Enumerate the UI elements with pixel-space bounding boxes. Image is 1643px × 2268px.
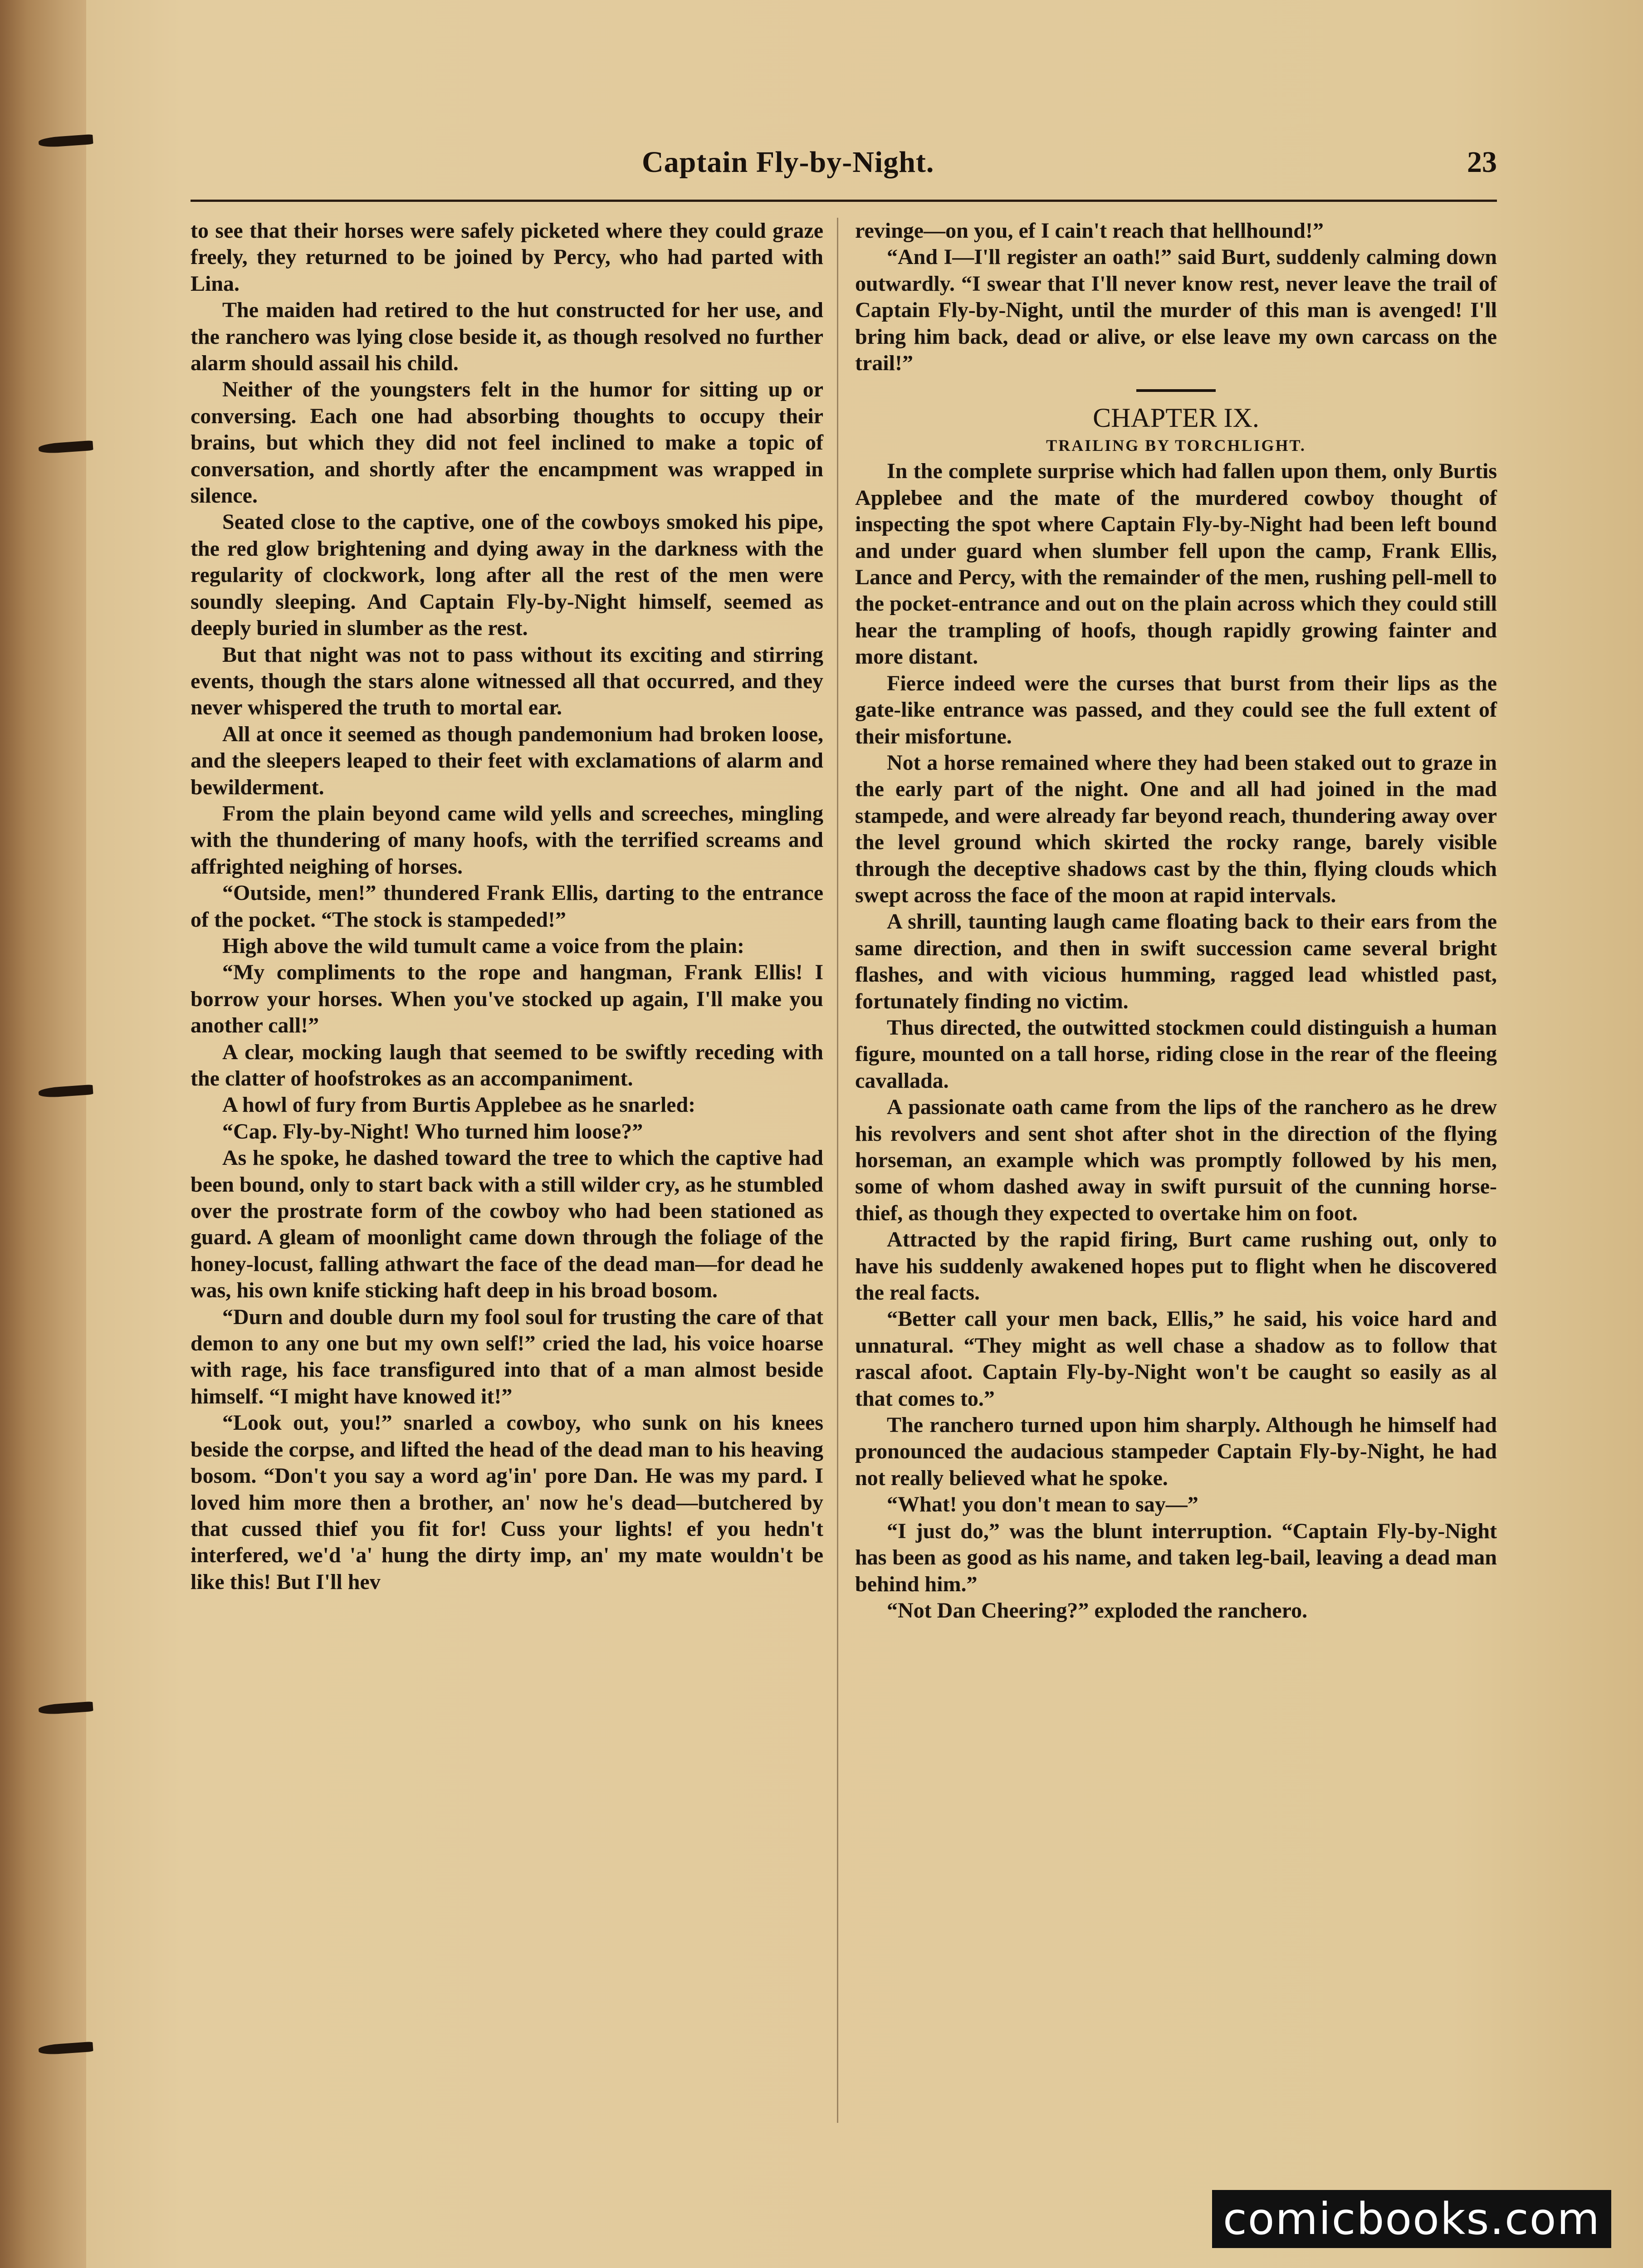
book-spine	[0, 0, 86, 2268]
paragraph: “Outside, men!” thundered Frank Ellis, darting to the entrance of the pocket. “The stock is stampeded!”	[191, 881, 823, 932]
column-divider	[837, 218, 838, 2123]
site-watermark: comicbooks.com	[1212, 2190, 1611, 2248]
paragraph: A howl of fury from Burtis Applebee as he snarled:	[222, 1093, 696, 1117]
paragraph: The maiden had retired to the hut constructed for her use, and the ranchero was lying close beside it, as though resolved no further alarm should assail his child.	[191, 298, 823, 376]
right-column	[855, 218, 1497, 1624]
page-header	[191, 145, 1497, 200]
paragraph: “Better call your men back, Ellis,” he said, his voice hard and unnatural. “They might as well chase a shadow as to follow that rascal afoot. Captain Fly-by-Night won't be caught so easily as al that comes to.”	[855, 1307, 1497, 1411]
running-title: Captain Fly-by-Night.	[642, 146, 934, 179]
header-rule	[191, 200, 1497, 202]
paragraph: High above the wild tumult came a voice from the plain:	[222, 934, 745, 958]
chapter-heading: CHAPTER IX.	[1093, 403, 1259, 433]
left-column	[191, 218, 823, 1595]
paragraph: Seated close to the captive, one of the cowboys smoked his pipe, the red glow brightening and dying away in the darkness with the regularity of clockwork, long after all the rest of the men were soundly sleeping. And Captain Fly-by-Night himself, seemed as deeply buried in slumber as the rest.	[191, 510, 823, 640]
paragraph: Neither of the youngsters felt in the humor for sitting up or conversing. Each one had absorbing thoughts to occupy their brains, but which they did not feel inclined to make a topic of conversation, and shortly after the encampment was wrapped in silence.	[191, 377, 823, 508]
paragraph: Thus directed, the outwitted stockmen could distinguish a human figure, mounted on a tall horse, riding close in the rear of the fleeing cavallada.	[855, 1015, 1497, 1093]
chapter-subtitle: TRAILING BY TORCHLIGHT.	[1046, 436, 1306, 455]
right-column-body	[855, 458, 1497, 1624]
paragraph: Not a horse remained where they had been staked out to graze in the early part of the night. One and all had joined in the mad stampede, and were already far beyond reach, thundering away over the level ground which skirted the rocky range, barely visible through the deceptive shadows cast by the thin, flying clouds which swept across the face of the moon at rapid intervals.	[855, 750, 1497, 907]
paragraph: In the complete surprise which had fallen upon them, only Burtis Applebee and the mate of the murdered cowboy thought of inspecting the spot where Captain Fly-by-Night had been left bound and under guard when slumber fell upon the camp, Frank Ellis, Lance and Percy, with the remainder of the men, rushing pell-mell to the pocket-entrance and out on the plain across which they could still hear the trampling of hoofs, though rapidly growing fainter and more distant.	[855, 459, 1497, 669]
right-column-top	[855, 218, 1497, 376]
paragraph: A passionate oath came from the lips of the ranchero as he drew his revolvers and sent shot after shot in the direction of the flying horseman, an example which was promptly followed by his men, some of whom dashed away in swift pursuit of the cunning horse-thief, as though they expected to overtake him on foot.	[855, 1095, 1497, 1225]
paragraph: A shrill, taunting laugh came floating back to their ears from the same direction, and then in swift succession came several bright flashes, and with vicious humming, ragged lead whistled past, fortunately finding no victim.	[855, 909, 1497, 1013]
paragraph: “Look out, you!” snarled a cowboy, who sunk on his knees beside the corpse, and lifted the head of the dead man to his heaving bosom. “Don't you say a word ag'in' pore Dan. He was my pard. I loved him more then a brother, an' now he's dead—butchered by that cussed thief you fit for! Cuss your lights! ef you hedn't interfered, we'd 'a' hung the dirty imp, an' my mate wouldn't be like this! But I'll hev	[191, 1411, 823, 1594]
paragraph: Fierce indeed were the curses that burst from their lips as the gate-like entrance was passed, and they could see the full extent of their misfortune.	[855, 671, 1497, 748]
page-number: 23	[1467, 146, 1497, 179]
paragraph: revinge—on you, ef I cain't reach that hellhound!”	[855, 219, 1324, 243]
paragraph: “Not Dan Cheering?” exploded the ranchero.	[887, 1598, 1308, 1623]
section-rule	[1136, 389, 1216, 392]
paragraph: All at once it seemed as though pandemonium had broken loose, and the sleepers leaped to their feet with exclamations of alarm and bewilderment.	[191, 722, 823, 799]
paragraph: From the plain beyond came wild yells and screeches, mingling with the thundering of many hoofs, with the terrified screams and affrighted neighing of horses.	[191, 801, 823, 879]
paragraph: “What! you don't mean to say—”	[887, 1492, 1198, 1517]
paragraph: But that night was not to pass without its exciting and stirring events, though the stars alone witnessed all that occurred, and they never whispered the truth to mortal ear.	[191, 642, 823, 720]
paragraph: Attracted by the rapid firing, Burt came rushing out, only to have his suddenly awakened hopes put to flight when he discovered the real facts.	[855, 1227, 1497, 1305]
paragraph: The ranchero turned upon him sharply. Although he himself had pronounced the audacious stampeder Captain Fly-by-Night, he had not really believed what he spoke.	[855, 1413, 1497, 1490]
paragraph: “My compliments to the rope and hangman, Frank Ellis! I borrow your horses. When you've stocked up again, I'll make you another call!”	[191, 960, 823, 1038]
paragraph: “Cap. Fly-by-Night! Who turned him loose?”	[222, 1119, 643, 1144]
paragraph: “Durn and double durn my fool soul for trusting the care of that demon to any one but my own self!” cried the lad, his voice hoarse with rage, his face transfigured into that of a man almost beside himself. “I might have knowed it!”	[191, 1305, 823, 1408]
paragraph: to see that their horses were safely picketed where they could graze freely, they returned to be joined by Percy, who had parted with Lina.	[191, 219, 823, 296]
paragraph: A clear, mocking laugh that seemed to be swiftly receding with the clatter of hoofstrokes as an accompaniment.	[191, 1040, 823, 1090]
paragraph: As he spoke, he dashed toward the tree to which the captive had been bound, only to start back with a still wilder cry, as he stumbled over the prostrate form of the cowboy who had been stationed as guard. A gleam of moonlight came down through the foliage of the honey-locust, falling athwart the face of the dead man—for dead he was, his own knife sticking haft deep in his broad bosom.	[191, 1146, 823, 1303]
paragraph: “I just do,” was the blunt interruption. “Captain Fly-by-Night has been as good as his name, and taken leg-bail, leaving a dead man behind him.”	[855, 1519, 1497, 1596]
paragraph: “And I—I'll register an oath!” said Burt, suddenly calming down outwardly. “I swear that I'll never know rest, never leave the trail of Captain Fly-by-Night, until the murder of this man is avenged! I'll bring him back, dead or alive, or else leave my own carcass on the trail!”	[855, 245, 1497, 376]
